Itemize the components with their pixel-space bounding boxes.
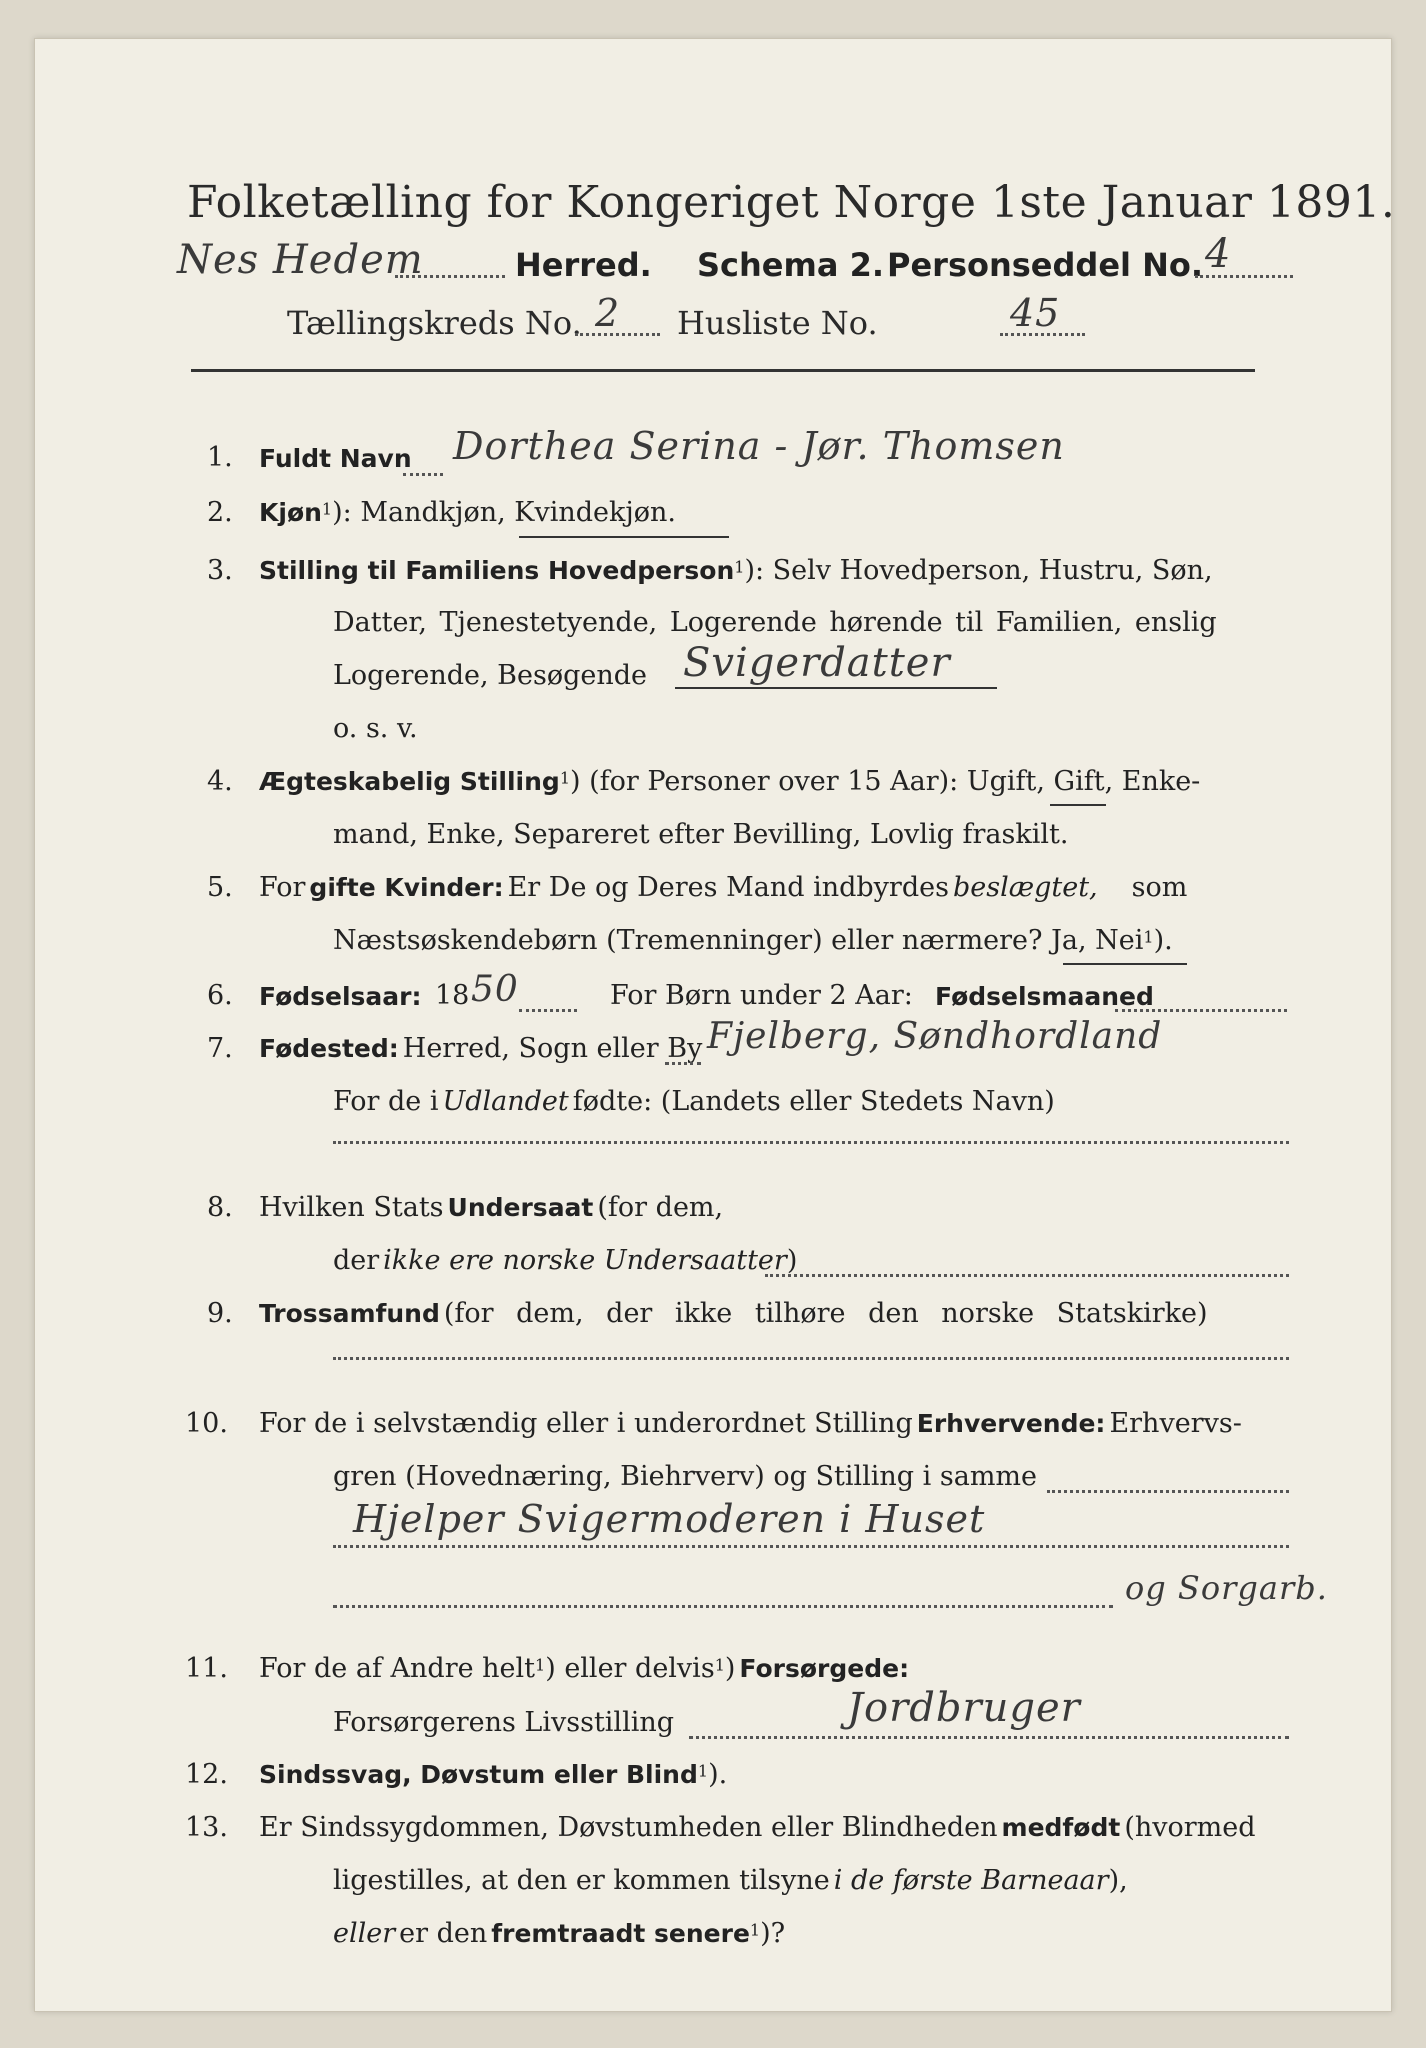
q7-dots xyxy=(665,1062,701,1065)
q13-sup: 1 xyxy=(749,1920,761,1940)
q10-dots xyxy=(1047,1490,1289,1493)
q10-line2: gren (Hovednæring, Biehrverv) og Stilling i samme xyxy=(333,1461,1038,1492)
q4-number: 4. xyxy=(207,766,233,797)
q3-answer: Svigerdatter xyxy=(683,640,951,686)
q10-rest: Erhvervs- xyxy=(1109,1408,1242,1439)
q8-line1 xyxy=(259,1192,723,1223)
q5-number: 5. xyxy=(207,872,233,903)
q13-line2 xyxy=(333,1865,1128,1896)
q8-pre: Hvilken Stats xyxy=(259,1192,444,1223)
q11-dots xyxy=(689,1736,1289,1739)
q3-sup: 1 xyxy=(734,557,745,577)
q11-sup2: 1 xyxy=(714,1655,725,1675)
q5-sup: 1 xyxy=(1143,927,1154,947)
q8-line2 xyxy=(333,1245,797,1276)
q10-label: Erhvervende: xyxy=(916,1409,1106,1438)
q9-label: Trossamfund xyxy=(259,1299,440,1328)
q8-line2a: der xyxy=(333,1245,380,1276)
q2-number: 2. xyxy=(207,497,233,528)
q4-line2: mand, Enke, Separeret efter Bevilling, Lovlig fraskilt. xyxy=(333,819,1069,850)
q12-close: ). xyxy=(708,1759,728,1790)
q13-line2a: ligestilles, at den er kommen tilsyne xyxy=(333,1865,830,1896)
personseddel-dots xyxy=(1195,275,1293,278)
herred-dots xyxy=(395,275,505,278)
header-rule xyxy=(191,369,1255,372)
q6-label2: Fødselsmaaned xyxy=(935,982,1154,1011)
q13-line3a: eller xyxy=(333,1918,396,1949)
q12-line1 xyxy=(259,1759,727,1790)
q5-line2-text: Næstsøskendebørn (Tremenninger) eller nærmere? Ja, Nei xyxy=(333,925,1144,956)
q11-number: 11. xyxy=(185,1653,228,1684)
q4-underline xyxy=(1050,804,1106,806)
q8-label: Undersaat xyxy=(447,1193,594,1222)
q10-answer2: og Sorgarb. xyxy=(1125,1569,1328,1607)
q13-line1a: Er Sindssygdommen, Døvstumheden eller Blindheden xyxy=(259,1812,998,1843)
q6-rest: For Børn under 2 Aar: xyxy=(610,980,913,1011)
q8-number: 8. xyxy=(207,1192,233,1223)
q3-line2: Datter, Tjenestetyende, Logerende hørende til Familien, enslig xyxy=(333,607,1217,638)
q13-number: 13. xyxy=(185,1812,228,1843)
q2-underline xyxy=(519,536,729,538)
herred-value: Nes Hedem xyxy=(177,237,424,283)
q11-line1 xyxy=(259,1653,909,1684)
q1-number: 1. xyxy=(207,442,233,473)
q11-line2: Forsørgerens Livsstilling xyxy=(333,1707,675,1738)
kreds-label: Tællingskreds No. xyxy=(287,304,582,342)
q13-line3c: fremtraadt senere xyxy=(491,1919,750,1948)
q1-label: Fuldt Navn xyxy=(259,444,412,473)
q7-label: Fødested: xyxy=(259,1034,399,1063)
q4-line1 xyxy=(259,766,1200,797)
q10-dots2 xyxy=(333,1545,1289,1548)
q6-dots2 xyxy=(1115,1009,1287,1012)
q7-rest: Herred, Sogn eller By xyxy=(402,1033,703,1064)
q5-line2 xyxy=(333,925,1173,956)
q13-line1b: medfødt xyxy=(1001,1813,1121,1842)
husliste-dots xyxy=(1000,333,1085,336)
schema-label: Schema 2. xyxy=(697,246,884,284)
q9-dots xyxy=(333,1357,1289,1360)
husliste-value: 45 xyxy=(1010,291,1061,335)
q13-line3d: )? xyxy=(760,1918,786,1949)
q5-line1b: beslægtet, xyxy=(952,872,1098,903)
q10-dots3 xyxy=(333,1605,1113,1608)
q3-rest: ): Selv Hovedperson, Hustru, Søn, xyxy=(744,555,1213,586)
q11-post: ) xyxy=(724,1653,736,1684)
q1-answer: Dorthea Serina - Jør. Thomsen xyxy=(453,424,1065,468)
form-title: Folketælling for Kongeriget Norge 1ste Januar 1891. xyxy=(187,177,1396,228)
q12-sup: 1 xyxy=(697,1761,709,1781)
q13-line3 xyxy=(333,1918,785,1949)
q2-sup: 1 xyxy=(321,499,333,519)
q7-dots2 xyxy=(333,1141,1289,1144)
q6-number: 6. xyxy=(207,980,233,1011)
q8-rest: (for dem, xyxy=(597,1192,724,1223)
q5-line1 xyxy=(259,872,1187,903)
q2-line xyxy=(259,497,676,528)
q7-answer: Fjelberg, Søndhordland xyxy=(707,1016,1163,1057)
q10-answer1: Hjelper Svigermoderen i Huset xyxy=(353,1497,986,1541)
personseddel-value: 4 xyxy=(1205,231,1232,277)
q12-label: Sindssvag, Døvstum eller Blind xyxy=(259,1760,698,1789)
q5-label: gifte Kvinder: xyxy=(309,873,504,902)
q13-line1 xyxy=(259,1812,1256,1843)
q3-line3: Logerende, Besøgende xyxy=(333,660,647,691)
q4-label: Ægteskabelig Stilling xyxy=(259,767,560,796)
personseddel-label: Personseddel No. xyxy=(887,246,1204,284)
q8-line2c: ) xyxy=(786,1245,798,1276)
husliste-label: Husliste No. xyxy=(677,304,878,342)
q3-number: 3. xyxy=(207,555,233,586)
q12-number: 12. xyxy=(185,1759,228,1790)
q9-number: 9. xyxy=(207,1298,233,1329)
q11-sup1: 1 xyxy=(535,1655,546,1675)
q13-line3b: er den xyxy=(399,1918,488,1949)
q1-dots xyxy=(403,473,443,476)
q7-line2 xyxy=(333,1086,1055,1117)
q6-dots xyxy=(519,1009,577,1012)
q9-line1 xyxy=(259,1298,1208,1329)
q5-pre: For xyxy=(259,872,306,903)
q3-line4: o. s. v. xyxy=(333,713,418,744)
kreds-dots xyxy=(575,333,660,336)
q7-number: 7. xyxy=(207,1033,233,1064)
q10-pre: For de i selvstændig eller i underordnet Stilling xyxy=(259,1408,913,1439)
q13-line1c: (hvormed xyxy=(1124,1812,1256,1843)
q8-line2b: ikke ere norske Undersaatter xyxy=(383,1245,787,1276)
q3-line1 xyxy=(259,555,1213,586)
q2-rest: ): Mandkjøn, Kvindekjøn. xyxy=(332,497,676,528)
kreds-value: 2 xyxy=(595,291,621,335)
q7-line2c: fødte: (Landets eller Stedets Navn) xyxy=(572,1086,1055,1117)
q11-label: Forsørgede: xyxy=(739,1654,910,1683)
q13-line2c: ), xyxy=(1108,1865,1128,1896)
q11-pre: For de af Andre helt xyxy=(259,1653,536,1684)
q10-number: 10. xyxy=(185,1408,228,1439)
q6-value: 50 xyxy=(471,969,519,1010)
q11-mid: ) eller delvis xyxy=(545,1653,715,1684)
q8-dots xyxy=(765,1274,1289,1277)
q7-line1 xyxy=(259,1033,702,1064)
q6-label: Fødselsaar: xyxy=(259,982,422,1011)
q4-sup: 1 xyxy=(559,768,571,788)
q10-line1 xyxy=(259,1408,1242,1439)
q2-label: Kjøn xyxy=(259,498,322,527)
q5-underline xyxy=(1063,963,1187,965)
q5-close: ). xyxy=(1153,925,1173,956)
herred-label: Herred. xyxy=(515,246,652,284)
q5-line1a: Er De og Deres Mand indbyrdes xyxy=(507,872,949,903)
q11-answer: Jordbruger xyxy=(847,1685,1081,1731)
q9-rest: (for dem, der ikke tilhøre den norske Statskirke) xyxy=(443,1298,1208,1329)
q5-line1c: som xyxy=(1131,872,1188,903)
q3-answer-underline xyxy=(675,687,997,689)
census-form-page xyxy=(34,38,1396,2012)
q7-line2b: Udlandet xyxy=(442,1086,569,1117)
q6-prefix: 18 xyxy=(435,980,470,1011)
q13-line2b: i de første Barneaar xyxy=(833,1865,1109,1896)
q4-rest: ) (for Personer over 15 Aar): Ugift, Gift, Enke- xyxy=(570,766,1201,797)
q7-line2a: For de i xyxy=(333,1086,439,1117)
q3-label: Stilling til Familiens Hovedperson xyxy=(259,556,735,585)
